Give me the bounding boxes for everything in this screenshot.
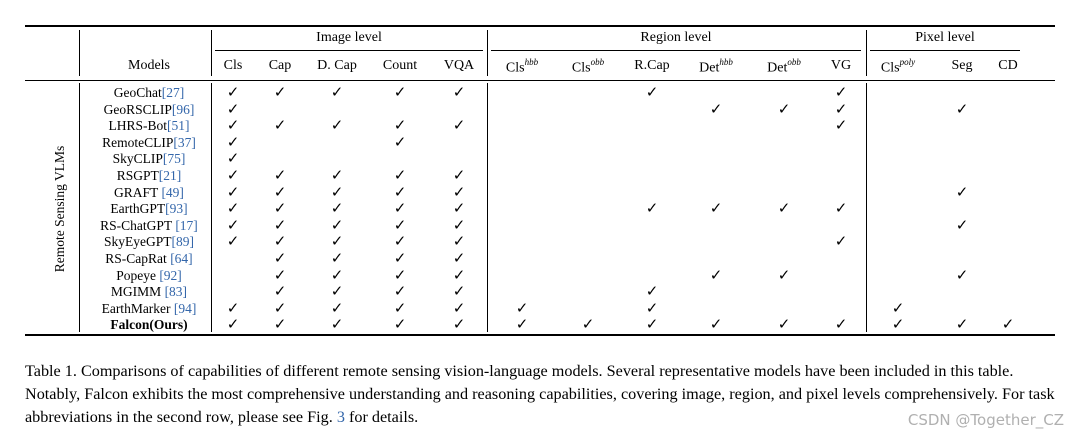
model-name: EarthMarker [94] [101,300,197,316]
check-mark: ✓ [330,215,344,234]
check-mark: ✓ [777,199,791,218]
check-mark: ✓ [452,265,466,284]
check-mark: ✓ [645,83,659,101]
model-name: Falcon(Ours) [110,317,188,333]
check-mark: ✓ [393,199,407,218]
check-mark: ✓ [452,166,466,184]
check-mark: ✓ [226,182,240,201]
column-header-det-obb: Det$^{obb}$ [767,57,801,76]
check-mark: ✓ [273,116,287,135]
model-name: GRAFT [49] [114,184,184,200]
check-mark: ✓ [955,315,969,334]
column-header-vg: VG [830,58,852,73]
model-name: GeoChat[27] [113,85,185,100]
check-mark: ✓ [452,249,466,267]
check-mark: ✓ [330,315,344,334]
check-mark: ✓ [393,298,407,317]
model-name: MGIMM [83] [110,284,188,300]
check-mark: ✓ [645,199,659,218]
caption-text-1: Table 1. Comparisons of capabilities of different remote sensing vision-language models. Several representative models have been included in this table. Notably, Falcon exhibits the most comprehensive understanding and reasoning capabilities, covering image, region, and pixel levels comprehensively. For task abbreviations in the second row, please see Fig. [25,362,1055,426]
citation-link[interactable]: [96] [171,101,195,117]
check-mark: ✓ [777,99,791,118]
check-mark: ✓ [645,298,659,317]
table-caption [25,360,1055,429]
model-name: SkyEyeGPT[89] [104,234,194,250]
check-mark: ✓ [581,315,595,334]
check-mark: ✓ [955,182,969,201]
check-mark: ✓ [330,232,344,251]
check-mark: ✓ [393,215,407,234]
column-header-cls: Cls [223,58,243,73]
check-mark: ✓ [330,298,344,317]
check-mark: ✓ [515,298,529,317]
check-mark: ✓ [330,166,344,184]
check-mark: ✓ [834,83,848,101]
column-header-rcap: R.Cap [634,58,670,73]
citation-link[interactable]: [89] [171,234,194,250]
check-mark: ✓ [273,232,287,251]
check-mark: ✓ [452,199,466,218]
check-mark: ✓ [330,199,344,218]
check-mark: ✓ [393,315,407,334]
check-mark: ✓ [393,132,407,151]
check-mark: ✓ [452,83,466,101]
check-mark: ✓ [709,199,723,218]
group-header-image: Image level [316,30,382,45]
check-mark: ✓ [330,265,344,284]
check-mark: ✓ [273,298,287,317]
check-mark: ✓ [226,83,240,101]
citation-link[interactable]: [92] [159,267,182,283]
check-mark: ✓ [452,282,466,301]
top-rule [25,25,1055,27]
citation-link[interactable]: [83] [164,284,188,300]
check-mark: ✓ [452,116,466,135]
citation-link[interactable]: [51] [167,118,190,134]
check-mark: ✓ [452,315,466,334]
check-mark: ✓ [834,116,848,135]
group-header-region: Region level [640,30,712,45]
model-name: LHRS-Bot[51] [108,118,190,134]
check-mark: ✓ [709,265,723,284]
column-header-vqa: VQA [443,58,475,73]
column-header-cls-poly: Cls$^{poly}$ [880,57,916,76]
check-mark: ✓ [1001,315,1015,334]
citation-link[interactable]: [21] [158,168,182,183]
check-mark: ✓ [645,315,659,334]
check-mark: ✓ [226,149,240,168]
check-mark: ✓ [834,232,848,251]
check-mark: ✓ [645,282,659,301]
citation-link[interactable]: [93] [165,201,188,217]
check-mark: ✓ [393,249,407,267]
check-mark: ✓ [226,215,240,234]
check-mark: ✓ [452,298,466,317]
check-mark: ✓ [226,132,240,151]
column-header-dcap: D. Cap [317,58,357,73]
check-mark: ✓ [393,116,407,135]
model-name: Popeye [92] [116,267,182,283]
vrule-region-body [866,83,867,332]
citation-link[interactable]: [75] [162,151,186,167]
check-mark: ✓ [273,182,287,201]
check-mark: ✓ [891,315,905,334]
check-mark: ✓ [955,99,969,118]
check-mark: ✓ [273,265,287,284]
check-mark: ✓ [393,232,407,251]
check-mark: ✓ [273,166,287,184]
check-mark: ✓ [273,199,287,218]
citation-link[interactable]: [17] [175,217,198,233]
bottom-rule [25,334,1055,336]
check-mark: ✓ [452,232,466,251]
caption-text-2: for details. [344,408,419,426]
check-mark: ✓ [452,182,466,201]
check-mark: ✓ [834,199,848,218]
check-mark: ✓ [226,99,240,118]
check-mark: ✓ [955,215,969,234]
check-mark: ✓ [273,215,287,234]
region-level-underline [491,50,861,51]
vrule-image-body [487,83,488,332]
citation-link[interactable]: [94] [173,300,197,316]
check-mark: ✓ [273,282,287,301]
check-mark: ✓ [273,315,287,334]
check-mark: ✓ [393,182,407,201]
group-header-pixel: Pixel level [915,30,975,45]
check-mark: ✓ [777,265,791,284]
column-header-cd: CD [998,58,1018,73]
check-mark: ✓ [834,99,848,118]
side-label: Remote Sensing VLMs [52,145,67,273]
image-level-underline [215,50,483,51]
citation-link[interactable]: [64] [170,251,193,266]
check-mark: ✓ [226,232,240,251]
watermark: CSDN @Together_CZ [907,411,1064,429]
model-name: RSGPT[21] [116,168,182,183]
check-mark: ✓ [955,265,969,284]
column-header-seg: Seg [951,58,973,73]
check-mark: ✓ [226,166,240,184]
figure-reference-link[interactable]: 3 [336,408,345,426]
check-mark: ✓ [226,199,240,218]
column-header-cls-obb: Cls$^{obb}$ [571,57,605,76]
check-mark: ✓ [226,298,240,317]
column-header-count: Count [382,58,418,73]
check-mark: ✓ [393,83,407,101]
check-mark: ✓ [226,116,240,135]
check-mark: ✓ [777,315,791,334]
check-mark: ✓ [452,215,466,234]
check-mark: ✓ [891,298,905,317]
model-name: RemoteCLIP[37] [102,134,196,150]
models-header: Models [128,58,170,73]
check-mark: ✓ [709,99,723,118]
check-mark: ✓ [393,265,407,284]
check-mark: ✓ [330,282,344,301]
check-mark: ✓ [273,249,287,267]
check-mark: ✓ [330,249,344,267]
model-name: RS-ChatGPT [17] [100,217,198,233]
header-rule [25,80,1055,81]
citation-link[interactable]: [49] [161,184,184,200]
check-mark: ✓ [834,315,848,334]
model-name: SkyCLIP[75] [112,151,186,167]
column-header-cls-hbb: Cls$^{hbb}$ [505,57,539,76]
model-name: RS-CapRat [64] [105,251,193,266]
citation-link[interactable]: [37] [173,134,196,150]
check-mark: ✓ [515,315,529,334]
column-header-cap: Cap [268,58,292,73]
check-mark: ✓ [330,116,344,135]
check-mark: ✓ [393,166,407,184]
check-mark: ✓ [709,315,723,334]
column-header-det-hbb: Det$^{hbb}$ [699,57,733,76]
check-mark: ✓ [330,83,344,101]
citation-link[interactable]: [27] [161,85,185,100]
model-name: EarthGPT[93] [110,201,188,217]
check-mark: ✓ [330,182,344,201]
check-mark: ✓ [226,315,240,334]
pixel-level-underline [870,50,1020,51]
check-mark: ✓ [393,282,407,301]
check-mark: ✓ [273,83,287,101]
model-name: GeoRSCLIP[96] [103,101,195,117]
